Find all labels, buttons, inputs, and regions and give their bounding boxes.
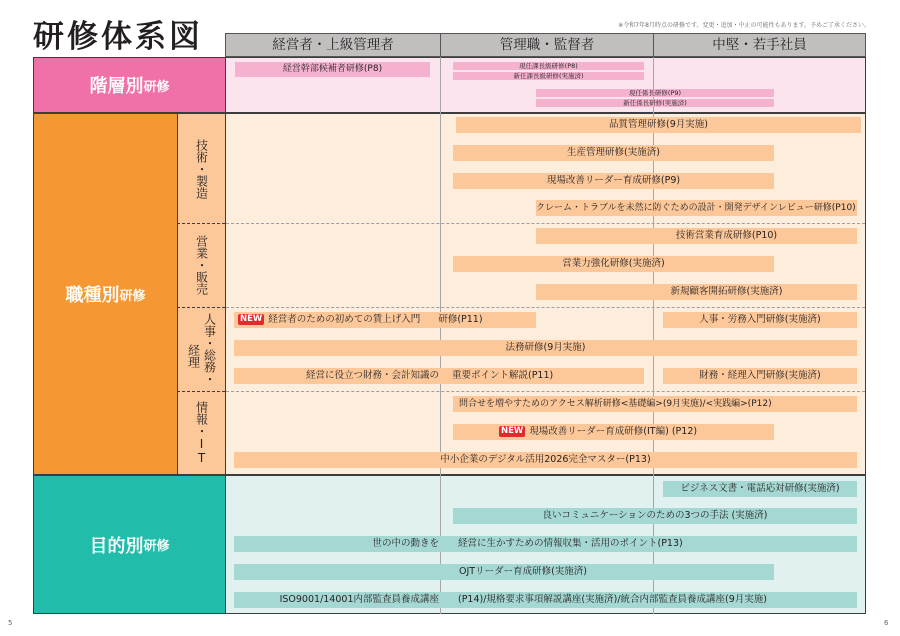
subcategory-label-col2: 経理	[186, 344, 201, 368]
section-label-purpose	[33, 475, 225, 614]
course-bar[interactable]: 生産管理研修(実施済)	[453, 145, 774, 161]
course-bar[interactable]: 新任係長研修(実施済)	[536, 99, 774, 107]
divider	[177, 391, 225, 392]
page-number-left: 5	[8, 619, 13, 627]
course-bar[interactable]: 新任課長級研修(実施済)	[453, 72, 644, 80]
course-bar[interactable]: 人事・労務入門研修(実施済)	[663, 312, 857, 328]
subcategory-label-col1: 人事・総務・	[202, 313, 217, 385]
divider	[226, 307, 865, 308]
course-bar[interactable]: 品質管理研修(9月実施)	[456, 117, 861, 133]
page-title: 研修体系図	[33, 19, 203, 55]
course-title-part2: 重要ポイント解説(P11)	[452, 370, 554, 381]
course-bar[interactable]: クレーム・トラブルを未然に防ぐための設計・開発デザインレビュー研修(P10)	[536, 200, 857, 216]
course-bar[interactable]: 経営幹部候補者研修(P8)	[235, 62, 430, 77]
course-title: 現場改善リーダー育成研修(IT編) (P12)	[529, 426, 698, 437]
section-label-suffix: 研修	[143, 539, 170, 554]
course-bar[interactable]: 営業力強化研修(実施済)	[453, 256, 774, 272]
subcategory-it	[177, 391, 225, 475]
new-badge: NEW	[501, 426, 524, 436]
course-title-part1: ISO9001/14001内部監査員養成講座	[279, 594, 439, 605]
course-bar-wage-increase[interactable]	[234, 312, 536, 328]
course-title-part2: (P14)/規格要求事項解説講座(実施済)/統合内部監査員養成講座(9月実施)	[458, 594, 768, 605]
course-title-part2: 研修(P11)	[438, 314, 483, 325]
course-bar[interactable]: 現任係長研修(P9)	[536, 89, 774, 97]
section-label-hierarchy	[33, 57, 225, 113]
course-bar[interactable]: 技術営業育成研修(P10)	[536, 228, 857, 244]
divider	[226, 223, 865, 224]
column-header-young-staff: 中堅・若手社員	[653, 33, 866, 57]
course-bar[interactable]: 問合せを増やすためのアクセス解析研修<基礎編>(9月実施)/<実践編>(P12)	[453, 396, 857, 412]
section-label-main: 目的別	[89, 535, 144, 557]
divider	[177, 307, 225, 308]
column-header-managers: 管理職・監督者	[440, 33, 653, 57]
subcategory-hr-general-accounting	[177, 307, 225, 391]
subcategory-label: 営業・販売	[194, 235, 209, 295]
section-label-suffix: 研修	[143, 79, 170, 95]
course-bar[interactable]: 現場改善リーダー育成研修(P9)	[453, 173, 774, 189]
course-bar-info-gathering[interactable]	[234, 536, 857, 552]
section-label-job-type	[33, 113, 177, 475]
divider	[226, 391, 865, 392]
course-bar[interactable]: 法務研修(9月実施)	[234, 340, 857, 356]
course-title-part2: 経営に生かすための情報収集・活用のポイント(P13)	[458, 538, 683, 549]
course-title-part1: 経営に役立つ財務・会計知識の	[305, 370, 439, 381]
course-bar[interactable]: 財務・経理入門研修(実施済)	[663, 368, 857, 384]
subcategory-tech-manufacturing	[177, 113, 225, 223]
new-badge: NEW	[240, 314, 263, 324]
divider	[177, 223, 225, 224]
course-bar[interactable]: 中小企業のデジタル活用2026完全マスター(P13)	[234, 452, 857, 468]
course-bar[interactable]: 良いコミュニケーションのための3つの手法 (実施済)	[453, 508, 857, 524]
section-label-main: 職種別	[65, 285, 120, 306]
course-bar[interactable]: ビジネス文書・電話応対研修(実施済)	[663, 481, 857, 497]
course-bar-finance-accounting[interactable]	[234, 368, 644, 384]
course-bar[interactable]: OJTリーダー育成研修(実施済)	[234, 564, 774, 580]
column-header-executives: 経営者・上級管理者	[225, 33, 440, 57]
column-divider	[653, 57, 654, 614]
course-bar-iso-audit[interactable]	[234, 592, 857, 608]
section-label-suffix: 研修	[119, 288, 146, 304]
column-divider	[440, 57, 441, 614]
subcategory-sales	[177, 223, 225, 307]
course-bar-it-leader[interactable]	[453, 424, 774, 440]
notice-text: ※令和7年8月時点の研修です。変更・追加・中止の可能性もあります。予めご了承ください。	[618, 22, 870, 29]
course-bar[interactable]: 新規顧客開拓研修(実施済)	[536, 284, 857, 300]
page-number-right: 6	[884, 619, 889, 627]
section-label-main: 階層別	[89, 76, 144, 97]
subcategory-label: 技術・製造	[194, 138, 209, 199]
subcategory-label: 情報・IT	[194, 400, 209, 465]
course-title-part1: 世の中の動きを	[372, 538, 439, 549]
course-title-part1: 経営者のための初めての賃上げ入門	[268, 314, 421, 325]
course-bar[interactable]: 現任課長級研修(P8)	[453, 62, 644, 70]
